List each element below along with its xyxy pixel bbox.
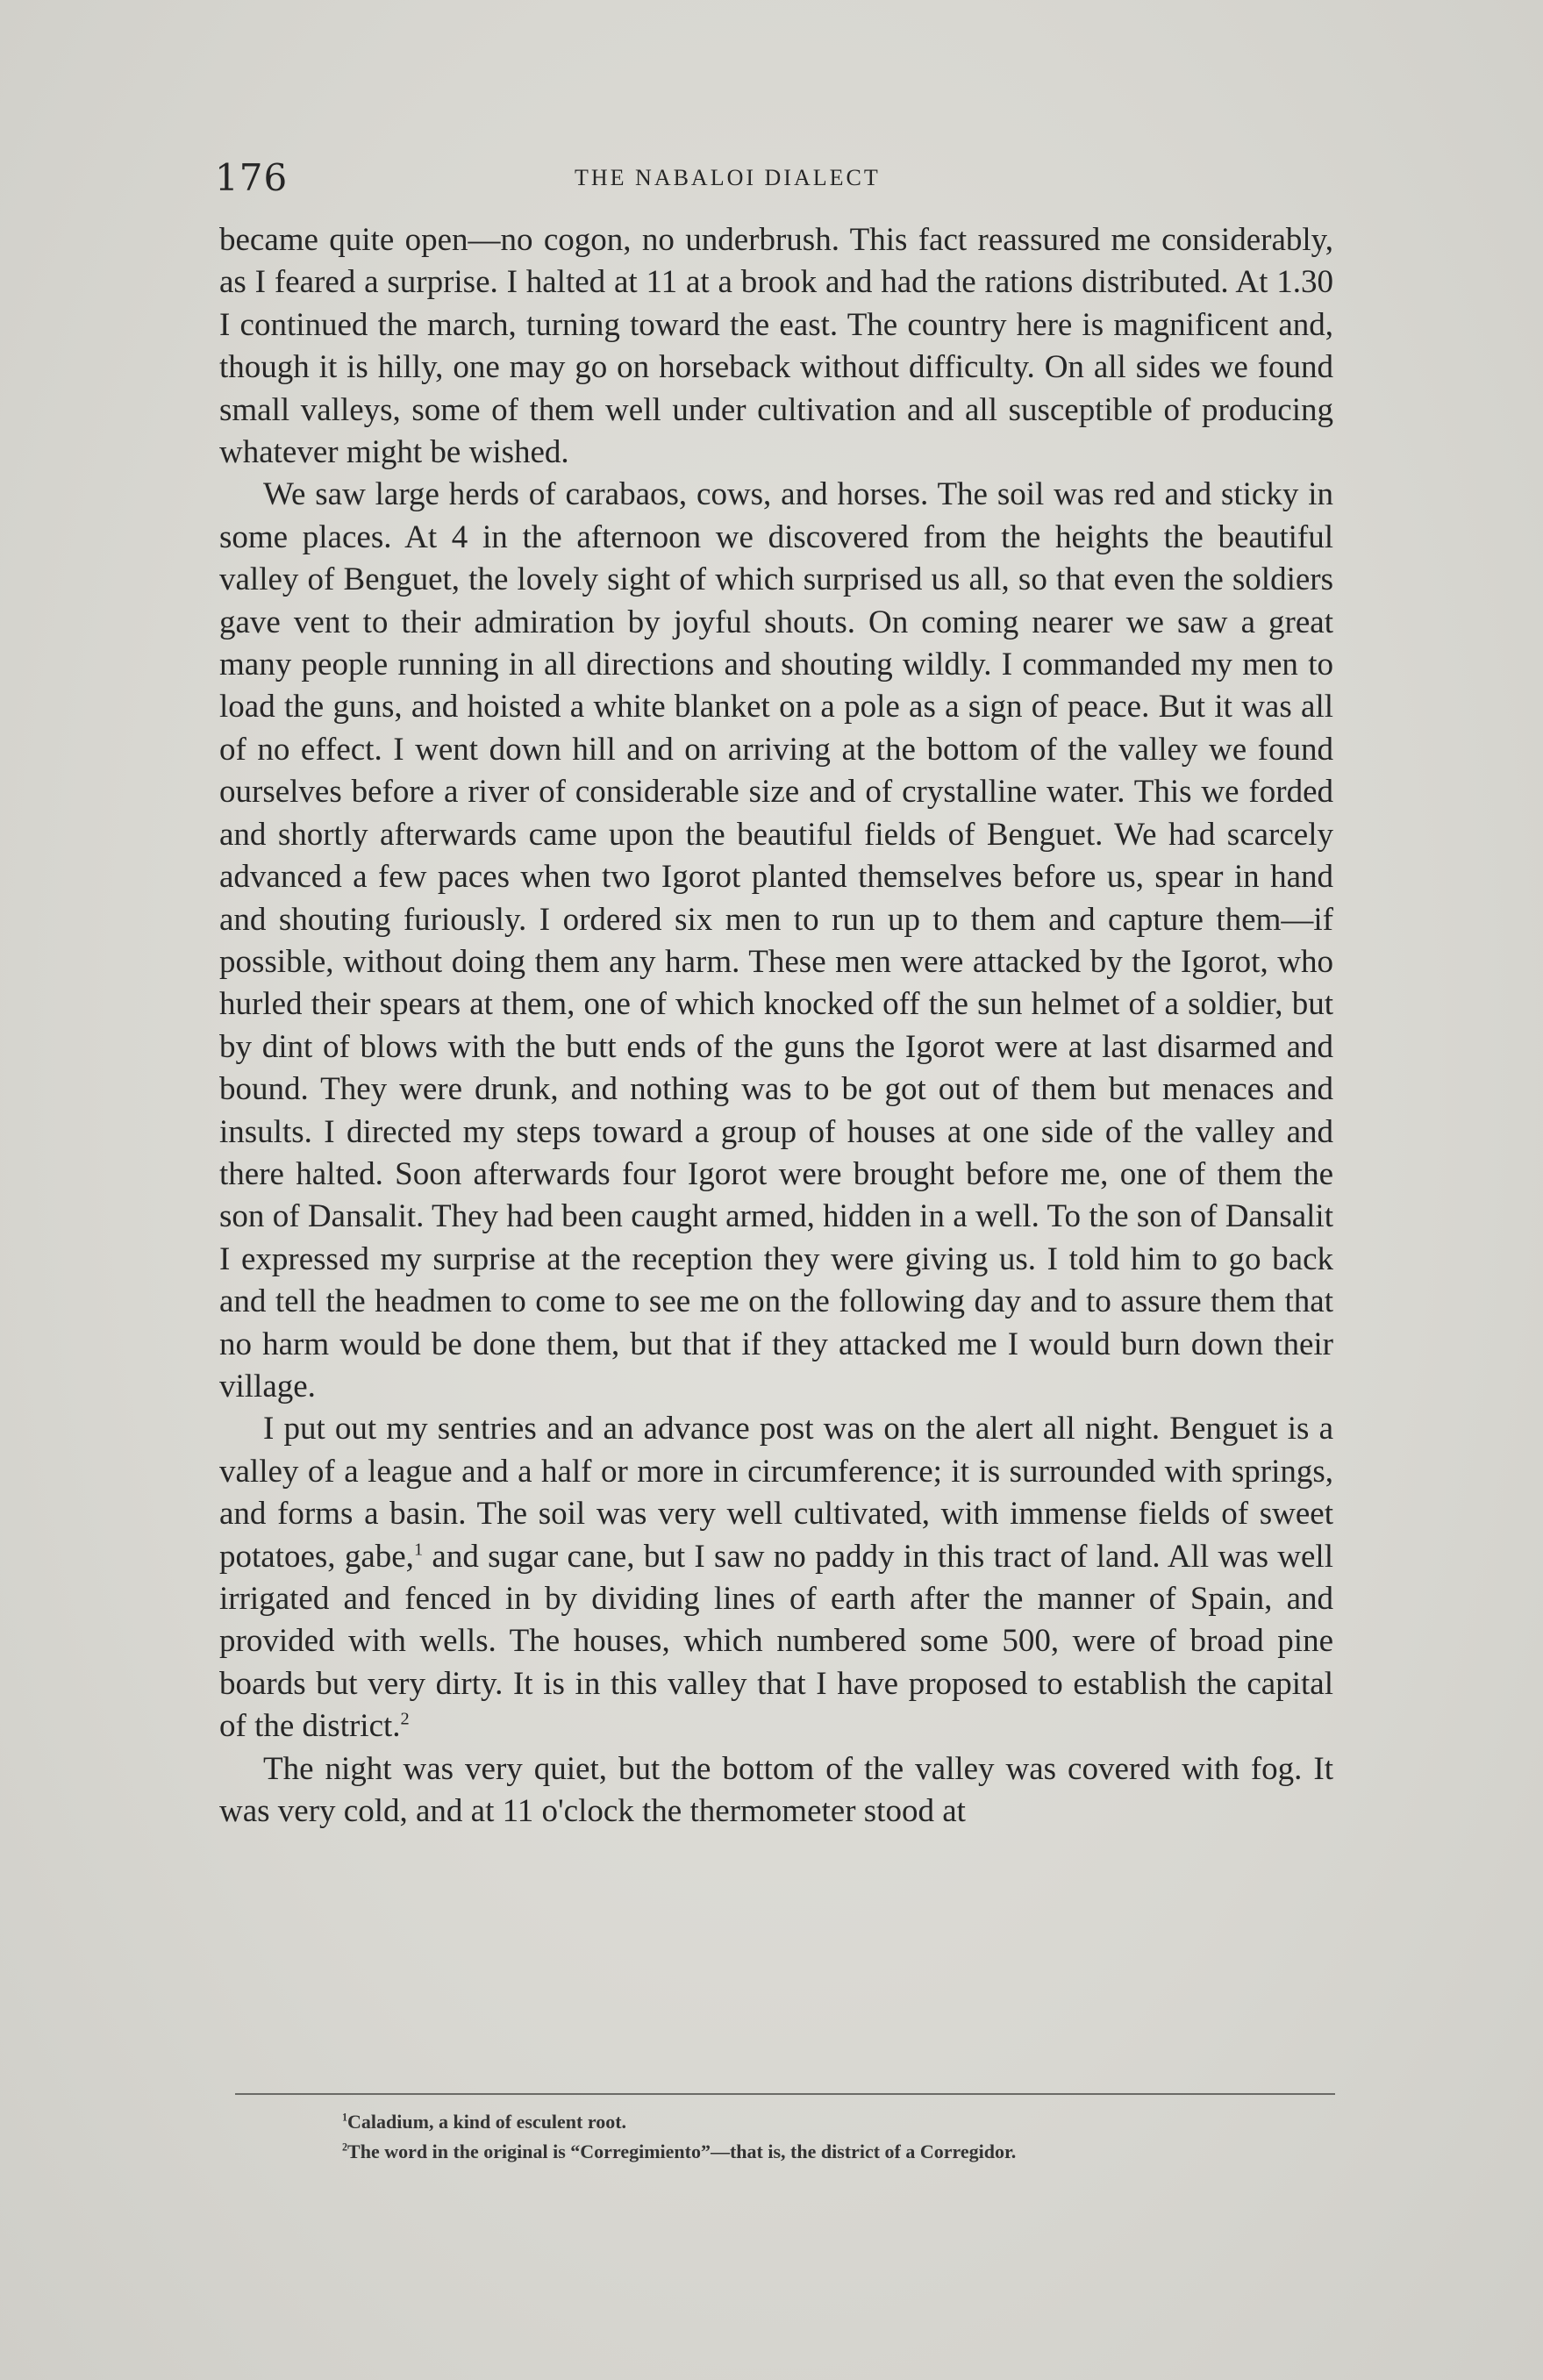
page-number: 176 (215, 156, 289, 199)
footnote-divider (235, 2093, 1335, 2095)
page-header (215, 156, 1355, 209)
footnote-2 (342, 2137, 1342, 2167)
paragraph-2: We saw large herds of carabaos, cows, and horses. The soil was red and sticky in some places. At 4 in the afternoon we discovered from the heights the beautiful valley of Benguet, the lovely sight of which surprised us all, so that even the soldiers gave vent to their admiration by joyful shouts. On coming nearer we saw a great many people running in all directions and shouting wildly. I commanded my men to load the guns, and hoisted a white blanket on a pole as a sign of peace. But it was all of no effect. I went down hill and on arriving at the bottom of the valley we found ourselves before a river of considerable size and of crystalline water. This we forded and shortly afterwards came upon the beautiful fields of Benguet. We had scarcely advanced a few paces when two Igorot planted themselves before us, spear in hand and shouting furiously. I ordered six men to run up to them and capture them—if possible, without doing them any harm. These men were attacked by the Igorot, who hurled their spears at them, one of which knocked off the sun helmet of a soldier, but by dint of blows with the butt ends of the guns the Igorot were at last disarmed and bound. They were drunk, and nothing was to be got out of them but menaces and insults. I directed my steps toward a group of houses at one side of the valley and there halted. Soon afterwards four Igorot were brought before me, one of them the son of Dansalit. They had been caught armed, hidden in a well. To the son of Dansalit I expressed my surprise at the reception they were giving us. I told him to go back and tell the headmen to come to see me on the following day and to assure them that no harm would be done them, but that if they attacked me I would burn down their village. (219, 476, 1333, 1404)
paragraph-3-part-2: and sugar cane, but I saw no paddy in this tract of land. All was well irrigated and fenced in by dividing lines of earth after the manner of Spain, and provided with wells. The houses, which numbered some 500, were of broad pine boards but very dirty. It is in this valley that I have proposed to establish the capital of the district. (219, 1538, 1333, 1745)
footnote-1-mark: 1 (342, 2111, 348, 2124)
paragraph-1: became quite open—no cogon, no underbrush. This fact reassured me considerably, as I feared a surprise. I halted at 11 at a brook and had the rations distributed. At 1.30 I continued the march, turning toward the east. The country here is magnificent and, though it is hilly, one may go on horseback without difficulty. On all sides we found small valleys, some of them well under cultivation and all susceptible of producing whatever might be wished. (219, 222, 1333, 471)
footnote-1-text: Caladium, a kind of esculent root. (347, 2111, 627, 2133)
running-title: THE NABALOI DIALECT (575, 165, 881, 190)
footnotes (342, 2107, 1342, 2167)
body-text (219, 219, 1333, 1833)
footnote-2-text: The word in the original is “Corregimiento”—that is, the district of a Corregidor. (347, 2141, 1017, 2162)
paragraph-3-part-1: I put out my sentries and an advance post was on the alert all night. Benguet is a valley of a league and a half or more in circumference; it is surrounded with springs, and forms a basin. The soil was very well cultivated, with immense fields of sweet potatoes, gabe, (219, 1411, 1333, 1575)
paragraph-3 (219, 1408, 1333, 1747)
paragraph-4: The night was very quiet, but the bottom of the valley was covered with fog. It was very cold, and at 11 o'clock the thermometer stood at (219, 1750, 1333, 1830)
footnote-ref-2: 2 (400, 1709, 410, 1729)
footnote-ref-1: 1 (413, 1540, 424, 1560)
footnote-2-mark: 2 (342, 2141, 348, 2154)
footnote-1 (342, 2107, 1342, 2137)
